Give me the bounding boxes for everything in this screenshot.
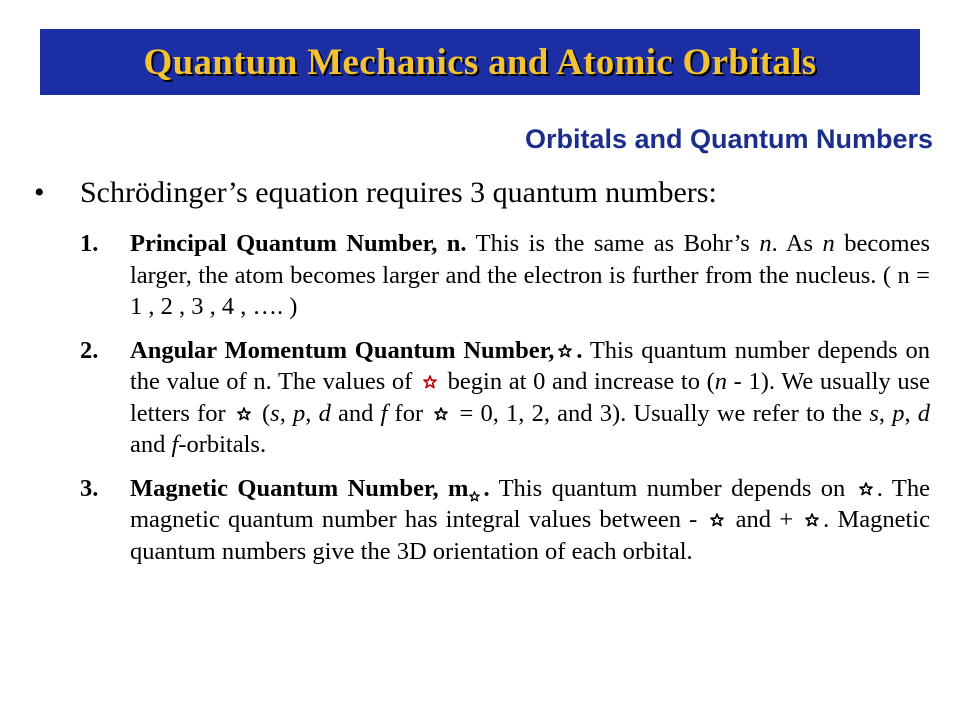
item-text: becomes larger, the atom becomes larger and the electron is further from the nucleus. ( n = 1 , 2 , 3 , 4 , …. ): [130, 230, 930, 320]
item-text-italic: f: [380, 399, 388, 427]
item-text: and: [330, 399, 381, 427]
item-text-italic: p: [892, 399, 905, 427]
item-text: - 1). We usually use letters for: [130, 368, 931, 427]
item-text: . As: [771, 230, 823, 257]
item-text: . The magnetic quantum number has integral values between -: [130, 474, 930, 533]
script-l-symbol-icon: [859, 482, 873, 496]
script-l-symbol-icon: [558, 344, 572, 358]
item-text: ,: [279, 399, 293, 427]
slide-subtitle: Orbitals and Quantum Numbers: [524, 124, 933, 154]
script-l-subscript-icon: [469, 491, 480, 502]
item-text: This quantum number depends on the value of n. The values of: [130, 336, 930, 395]
item-text-italic: f: [171, 431, 179, 458]
item-text: (: [254, 399, 271, 427]
item-text: ,: [878, 399, 893, 427]
bullet-text: Schrödinger’s equation requires 3 quantum numbers:: [80, 176, 717, 209]
item-text-italic: d: [917, 399, 931, 427]
item-text: ,: [904, 399, 918, 427]
list-item-angular: [80, 335, 930, 461]
item-text-italic: n: [822, 230, 835, 257]
list-body: [130, 473, 930, 568]
title-bar: [40, 29, 920, 95]
script-l-symbol-icon: [434, 407, 448, 421]
list-body: [130, 335, 930, 461]
item-text: begin at 0 and increase to (: [441, 368, 715, 395]
item-text: ,: [305, 399, 319, 427]
item-text: and: [130, 431, 172, 458]
item-text-italic: p: [293, 399, 306, 427]
list-number: 1.: [80, 230, 99, 257]
bullet-dot-icon: •: [34, 176, 45, 209]
slide-title: Quantum Mechanics and Atomic Orbitals: [143, 41, 817, 83]
script-l-symbol-icon: [237, 407, 251, 421]
item-text-italic: n: [759, 230, 772, 257]
item-heading: Magnetic Quantum Number, m: [130, 474, 469, 502]
item-heading-end: .: [576, 336, 583, 364]
script-l-symbol-icon: [710, 513, 724, 527]
script-l-symbol-icon: [423, 375, 437, 389]
item-text: -orbitals.: [178, 431, 267, 458]
item-heading-end: .: [483, 474, 490, 502]
item-text: This is the same as Bohr’s: [466, 230, 760, 257]
list-item-principal: [80, 228, 930, 323]
item-heading: Principal Quantum Number, n.: [130, 230, 467, 257]
script-l-symbol-icon: [805, 513, 819, 527]
item-text: = 0, 1, 2, and 3). Usually we refer to the: [452, 399, 870, 427]
list-number: 2.: [80, 336, 99, 364]
list-number: 3.: [80, 474, 99, 502]
item-text: for: [387, 399, 431, 427]
item-text-italic: d: [318, 399, 331, 427]
list-item-magnetic: [80, 473, 930, 568]
list-body: [130, 228, 930, 323]
quantum-number-list: [80, 228, 930, 579]
item-text: . Magnetic quantum numbers give the 3D orientation of each orbital.: [130, 506, 930, 565]
item-text: This quantum number depends on: [489, 474, 855, 502]
item-text: and +: [727, 506, 802, 533]
item-text-italic: n: [714, 368, 728, 395]
item-text-italic: s: [869, 399, 879, 427]
main-bullet: [34, 176, 717, 210]
item-text-italic: s: [270, 399, 280, 427]
item-heading: Angular Momentum Quantum Number,: [130, 336, 555, 364]
